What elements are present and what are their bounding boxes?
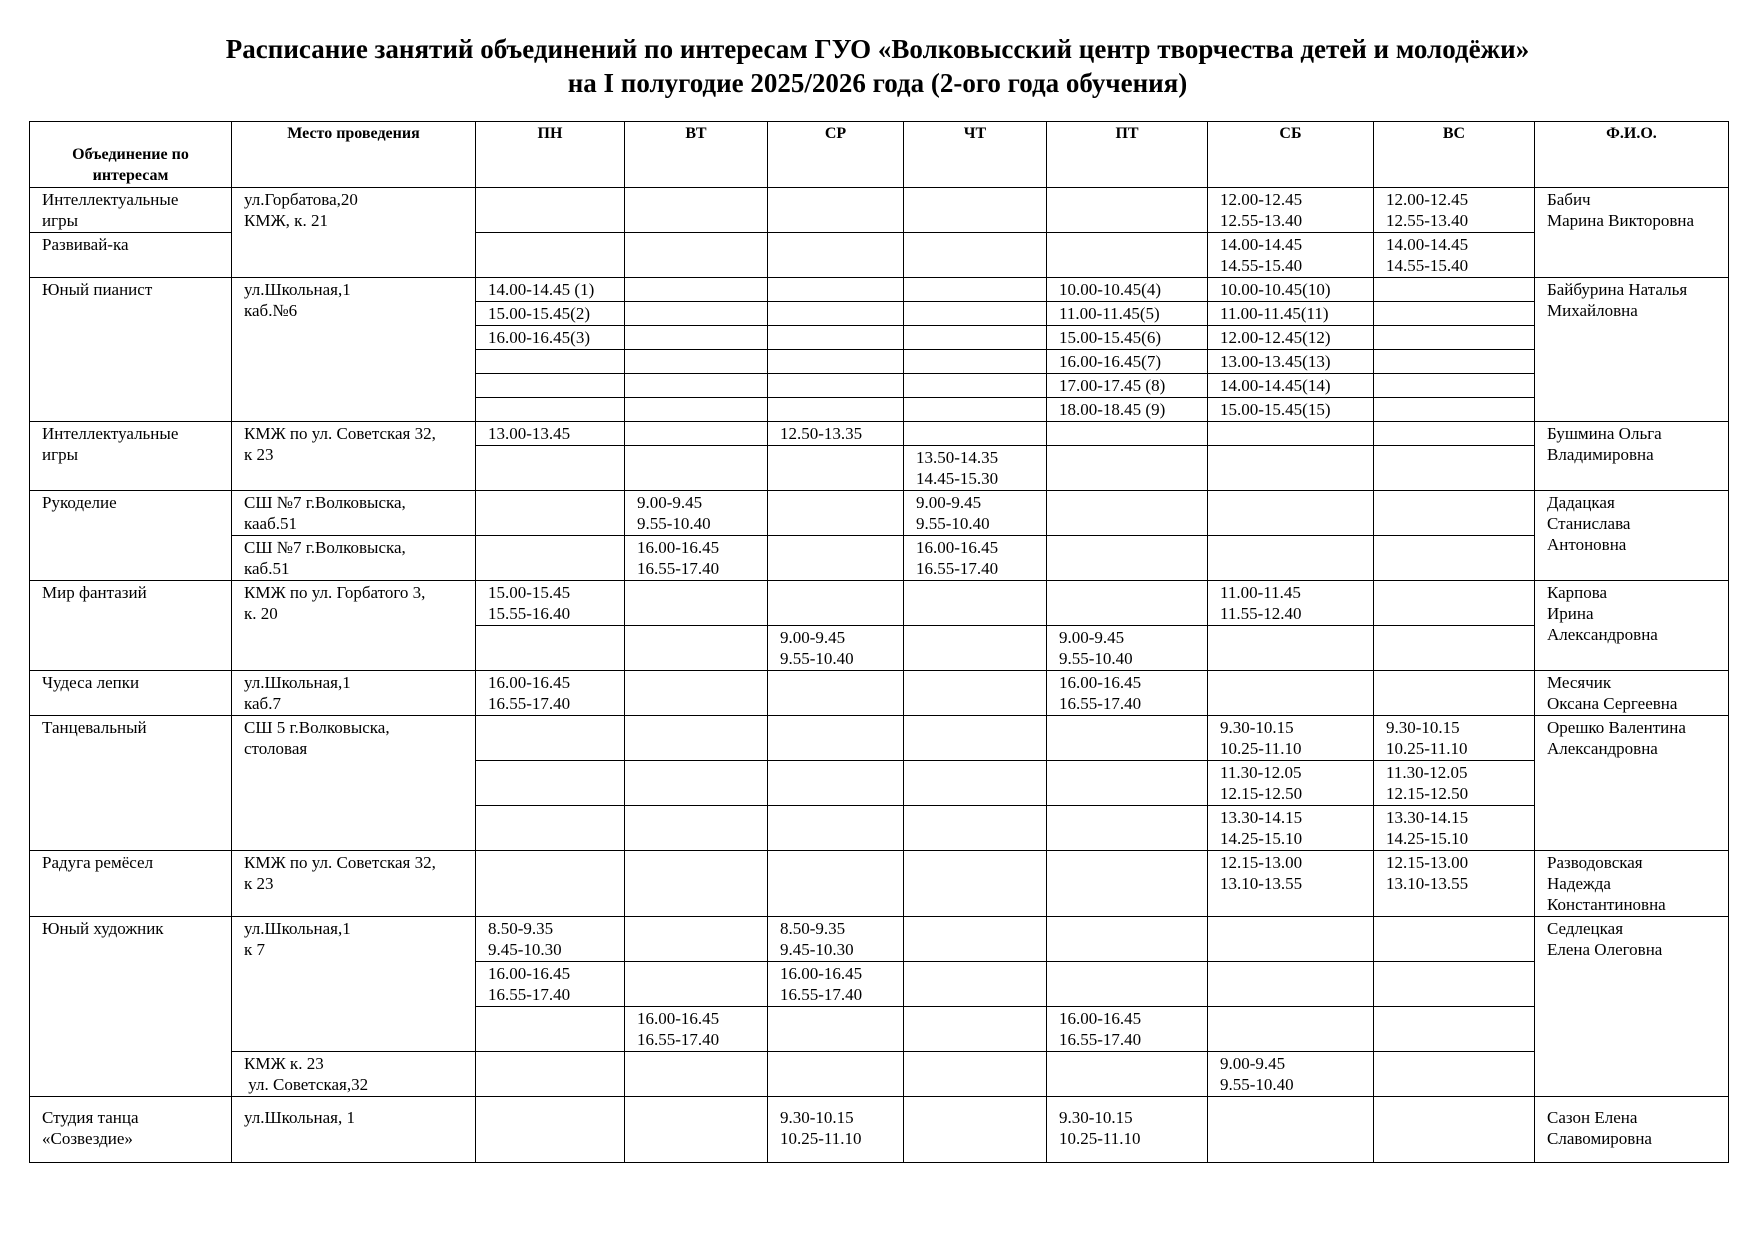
- time-cell: 15.00-15.45(15): [1208, 398, 1374, 422]
- header-thu: ЧТ: [904, 122, 1047, 188]
- table-row: [30, 188, 1729, 233]
- header-sun: ВС: [1374, 122, 1535, 188]
- time-cell: 9.30-10.15 10.25-11.10: [768, 1097, 904, 1163]
- group-name: Юный художник: [30, 917, 232, 1097]
- time-cell: 15.00-15.45(2): [476, 302, 625, 326]
- time-cell: 16.00-16.45 16.55-17.40: [904, 536, 1047, 581]
- place: ул.Школьная,1 каб.№6: [232, 278, 476, 422]
- time-cell: 8.50-9.35 9.45-10.30: [476, 917, 625, 962]
- time-cell: 9.00-9.45 9.55-10.40: [1047, 626, 1208, 671]
- time-cell: 15.00-15.45 15.55-16.40: [476, 581, 625, 626]
- teacher-name: Карпова Ирина Александровна: [1535, 581, 1729, 671]
- time-cell: 16.00-16.45(3): [476, 326, 625, 350]
- title-line-1: Расписание занятий объединений по интересам ГУО «Волковысский центр творчества детей и молодёжи»: [225, 34, 1530, 64]
- time-cell: 9.30-10.15 10.25-11.10: [1374, 716, 1535, 761]
- time-cell: 17.00-17.45 (8): [1047, 374, 1208, 398]
- group-name: Юный пианист: [30, 278, 232, 422]
- group-name: Рукоделие: [30, 491, 232, 581]
- time-cell: 12.15-13.00 13.10-13.55: [1374, 851, 1535, 917]
- group-name: Интеллектуальные игры: [30, 422, 232, 491]
- schedule-table: [29, 121, 1729, 1163]
- place: КМЖ по ул. Советская 32, к 23: [232, 851, 476, 917]
- place: КМЖ к. 23 ул. Советская,32: [232, 1052, 476, 1097]
- time-cell: 16.00-16.45 16.55-17.40: [625, 536, 768, 581]
- table-row: [30, 581, 1729, 626]
- time-cell: 11.00-11.45(11): [1208, 302, 1374, 326]
- time-cell: 9.00-9.45 9.55-10.40: [1208, 1052, 1374, 1097]
- time-cell: 11.00-11.45 11.55-12.40: [1208, 581, 1374, 626]
- table-row: [30, 491, 1729, 536]
- time-cell: 12.15-13.00 13.10-13.55: [1208, 851, 1374, 917]
- group-name: Танцевальный: [30, 716, 232, 851]
- time-cell: 16.00-16.45 16.55-17.40: [476, 962, 625, 1007]
- place: ул.Школьная,1 к 7: [232, 917, 476, 1052]
- time-cell: 11.30-12.05 12.15-12.50: [1208, 761, 1374, 806]
- group-name: Радуга ремёсел: [30, 851, 232, 917]
- table-row: [30, 917, 1729, 962]
- teacher-name: Бушмина Ольга Владимировна: [1535, 422, 1729, 491]
- header-fri: ПТ: [1047, 122, 1208, 188]
- title-line-2: на I полугодие 2025/2026 года (2-ого года обучения): [567, 68, 1188, 98]
- time-cell: 12.00-12.45 12.55-13.40: [1374, 188, 1535, 233]
- time-cell: 14.00-14.45 (1): [476, 278, 625, 302]
- header-name: Объединение по интересам: [30, 122, 232, 188]
- time-cell: 15.00-15.45(6): [1047, 326, 1208, 350]
- time-cell: 16.00-16.45 16.55-17.40: [625, 1007, 768, 1052]
- time-cell: 12.00-12.45 12.55-13.40: [1208, 188, 1374, 233]
- time-cell: 14.00-14.45 14.55-15.40: [1374, 233, 1535, 278]
- time-cell: 16.00-16.45 16.55-17.40: [1047, 671, 1208, 716]
- time-cell: 13.50-14.35 14.45-15.30: [904, 446, 1047, 491]
- time-cell: 16.00-16.45 16.55-17.40: [1047, 1007, 1208, 1052]
- place: ул.Школьная, 1: [232, 1097, 476, 1163]
- time-cell: 8.50-9.35 9.45-10.30: [768, 917, 904, 962]
- table-row: [30, 671, 1729, 716]
- time-cell: 9.30-10.15 10.25-11.10: [1047, 1097, 1208, 1163]
- header-wed: СР: [768, 122, 904, 188]
- table-row: [30, 716, 1729, 761]
- time-cell: 10.00-10.45(4): [1047, 278, 1208, 302]
- place: ул.Горбатова,20 КМЖ, к. 21: [232, 188, 476, 278]
- time-cell: 9.30-10.15 10.25-11.10: [1208, 716, 1374, 761]
- place: КМЖ по ул. Советская 32, к 23: [232, 422, 476, 491]
- table-row: [30, 278, 1729, 302]
- teacher-name: Месячик Оксана Сергеевна: [1535, 671, 1729, 716]
- header-place: Место проведения: [232, 122, 476, 188]
- group-name: Студия танца «Созвездие»: [30, 1097, 232, 1163]
- teacher-name: Орешко Валентина Александровна: [1535, 716, 1729, 851]
- time-cell: 9.00-9.45 9.55-10.40: [904, 491, 1047, 536]
- document-title: [0, 32, 1755, 100]
- group-name: Чудеса лепки: [30, 671, 232, 716]
- time-cell: 11.30-12.05 12.15-12.50: [1374, 761, 1535, 806]
- time-cell: 14.00-14.45 14.55-15.40: [1208, 233, 1374, 278]
- time-cell: 9.00-9.45 9.55-10.40: [625, 491, 768, 536]
- place: СШ №7 г.Волковыска, каб.51: [232, 536, 476, 581]
- time-cell: 13.30-14.15 14.25-15.10: [1374, 806, 1535, 851]
- place: КМЖ по ул. Горбатого 3, к. 20: [232, 581, 476, 671]
- time-cell: 13.00-13.45(13): [1208, 350, 1374, 374]
- group-name: Интеллектуальные игры: [30, 188, 232, 233]
- teacher-name: Разводовская Надежда Константиновна: [1535, 851, 1729, 917]
- place: СШ 5 г.Волковыска, столовая: [232, 716, 476, 851]
- teacher-name: Дадацкая Станислава Антоновна: [1535, 491, 1729, 581]
- place: СШ №7 г.Волковыска, кааб.51: [232, 491, 476, 536]
- header-sat: СБ: [1208, 122, 1374, 188]
- time-cell: 16.00-16.45 16.55-17.40: [476, 671, 625, 716]
- time-cell: 13.00-13.45: [476, 422, 625, 446]
- teacher-name: Байбурина Наталья Михайловна: [1535, 278, 1729, 422]
- time-cell: 18.00-18.45 (9): [1047, 398, 1208, 422]
- table-row: [30, 1052, 1729, 1097]
- group-name: Мир фантазий: [30, 581, 232, 671]
- teacher-name: Бабич Марина Викторовна: [1535, 188, 1729, 278]
- table-row: [30, 851, 1729, 917]
- time-cell: 14.00-14.45(14): [1208, 374, 1374, 398]
- time-cell: 12.00-12.45(12): [1208, 326, 1374, 350]
- header-fio: Ф.И.О.: [1535, 122, 1729, 188]
- time-cell: 12.50-13.35: [768, 422, 904, 446]
- teacher-name: Сазон Елена Славомировна: [1535, 1097, 1729, 1163]
- table-row: [30, 422, 1729, 446]
- header-tue: ВТ: [625, 122, 768, 188]
- time-cell: 11.00-11.45(5): [1047, 302, 1208, 326]
- table-row: [30, 1097, 1729, 1163]
- time-cell: 13.30-14.15 14.25-15.10: [1208, 806, 1374, 851]
- time-cell: 9.00-9.45 9.55-10.40: [768, 626, 904, 671]
- time-cell: 16.00-16.45 16.55-17.40: [768, 962, 904, 1007]
- group-name: Развивай-ка: [30, 233, 232, 278]
- header-mon: ПН: [476, 122, 625, 188]
- table-row: [30, 536, 1729, 581]
- teacher-name: Седлецкая Елена Олеговна: [1535, 917, 1729, 1097]
- place: ул.Школьная,1 каб.7: [232, 671, 476, 716]
- time-cell: 10.00-10.45(10): [1208, 278, 1374, 302]
- time-cell: 16.00-16.45(7): [1047, 350, 1208, 374]
- header-row: [30, 122, 1729, 188]
